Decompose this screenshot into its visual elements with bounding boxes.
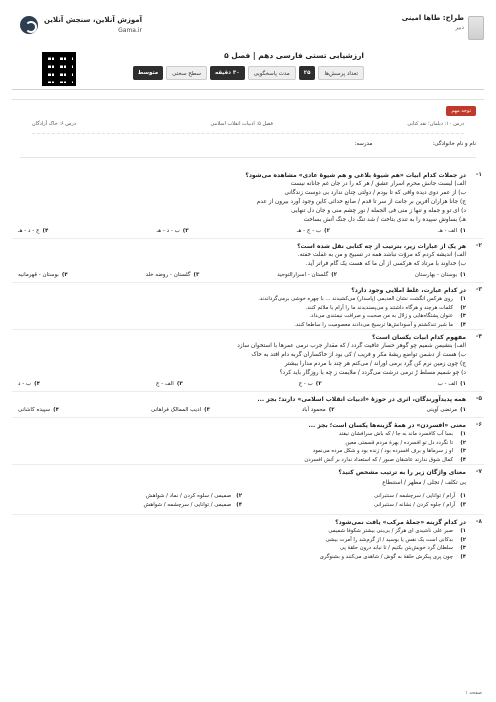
question-line: هـ) بساوش سپیده را به تندی بتاخت / شد تنگ دل جنگ آتش بساخت — [303, 217, 466, 223]
option-4[interactable]: ۴) چون پری پیکرش حلقهٔ به گوش / شاهدی می‌کنند و بشنوگری — [319, 553, 466, 560]
count-value: ۲۵ — [299, 66, 316, 80]
option-4[interactable]: ۴) ج - د - هـ — [18, 228, 49, 234]
option-1[interactable]: ۱) بوستان - بهارستان — [414, 272, 466, 278]
question-stem: در کدام گزینه «جملهٔ مرکب» یافت نمی‌شود؟ — [335, 519, 466, 526]
question-line: الف) لیست جانش محرم اسرار عشق / هر که را در جان غم جانانه نیست — [290, 181, 466, 187]
option-3[interactable]: ۳) الف - ج — [155, 381, 183, 387]
lesson-1: درس ۱۰: دیلمان؛ نقد کتابی — [407, 121, 464, 127]
option-3[interactable]: ۳) گلستان - روضه خلد — [145, 272, 200, 278]
questions-list — [12, 168, 484, 561]
time-label: مدت پاسخگویی — [248, 66, 296, 80]
question-number: ۶- — [475, 421, 482, 428]
option-1[interactable]: ۱) آرام / توانایی / سرچشمه / سنتبرانی — [374, 493, 466, 499]
qr-code-icon — [42, 52, 76, 86]
option-3[interactable]: ۳) او ز سرماها و برف افسرده بود / زنده بود و شکل مرده می‌نمود — [312, 448, 466, 454]
question-6 — [12, 418, 484, 465]
option-4[interactable]: ۴) ب - د — [18, 381, 40, 387]
question-line: ب) هست از دشمن تواضع ریشهٔ مکر و فریب / کی بود از خاکساران گربه دام افتد به خاک — [251, 352, 466, 358]
option-4[interactable]: ۴) کمال شوق ندارند عاشقان صبور / که استعداد ندارد بر آتش افسردن — [304, 456, 466, 463]
school-field-label: مدرسه: — [354, 141, 373, 147]
question-line: د) چو شمیم مسلط رُ نرمی درشت می‌گردد / ملایمت ز چه با روزگار باید کرد؟ — [279, 370, 466, 376]
option-2[interactable]: ۲) ب - ج — [298, 381, 322, 387]
brand-site: Gama.ir — [118, 27, 143, 34]
option-1[interactable]: ۱) الف - هـ — [438, 228, 466, 234]
designer-role: دبیر — [455, 25, 464, 31]
option-3[interactable]: ۳) سلطان گرد خویش‌بتن بکنیم / تا نیابد درون حلقهٔ پی — [339, 545, 466, 551]
question-stem: در جملات کدام ابیات «هم شیوهٔ بلاغی و هم شیوهٔ عادی» مشاهده می‌شود؟ — [245, 172, 466, 179]
option-3[interactable]: ۳) آرام / جلوه کردن / نشانه / سنتبرانی — [374, 502, 466, 508]
option-2[interactable]: ۲) بدکانی است یک نفس یا بوسید / از گرم‌شد را آمرت بیشی — [325, 536, 466, 543]
exam-page — [12, 8, 484, 698]
question-line: ب) از عمر دوی دیده وافی که تا بودم / دولتی چنان ندارد بی دوست زندگانی — [284, 190, 466, 196]
brand-block — [20, 16, 142, 34]
option-2[interactable]: ۲) گلستان - اسرارالتوحید — [277, 272, 338, 278]
question-1 — [12, 168, 484, 239]
question-number: ۸- — [475, 518, 482, 525]
designer-block — [402, 14, 464, 31]
option-1[interactable]: ۱) الف - ب — [437, 381, 466, 387]
question-8 — [12, 515, 484, 561]
lesson-2: فصل ۵: ادبیات انقلاب اسلامی — [210, 121, 273, 127]
question-3 — [12, 283, 484, 330]
option-1[interactable]: ۱) بسا آب کافسرد ماند به جا / که باش سرافشان نیفتد — [338, 431, 466, 437]
option-2[interactable]: ۲) تا نگردد دل تو افسرده / بهرهٔ مردم قسمتی معین — [345, 439, 466, 446]
question-2 — [12, 239, 484, 283]
notice-tag: توجه مهم — [446, 106, 476, 116]
option-2[interactable]: ۲) ب - ج - هـ — [296, 228, 330, 234]
lesson-3: درس ۶: خاک آزادگان — [32, 121, 76, 127]
question-stem: در کدام عبارت، غلط املایی وجود دارد؟ — [351, 287, 466, 294]
question-stem: هر یک از عبارات زیر، بترتیب از چه کتابی نقل شده است؟ — [297, 243, 466, 250]
option-3[interactable]: ۳) ب - د - هـ — [156, 228, 189, 234]
question-number: ۲- — [475, 242, 482, 249]
option-2[interactable]: ۲) کلمات هرچند و هرگاه داشتند و می‌پسندیدند ما را آرام یا ملائم کنند. — [305, 304, 466, 311]
student-fields — [20, 141, 476, 158]
option-1[interactable]: ۱) روی هرکس انگشت نشان العدیمی (پاسدار) می‌کشیدند ... با چهره خوشی برمی‌گرداندند. — [258, 296, 466, 302]
brand-logo-icon — [20, 16, 38, 34]
option-4[interactable]: ۴) صمیمی / توانایی / سرچشمه / شواهش — [143, 502, 242, 508]
question-line: ب) خداوند با مرتاد که هرکسی از آن ما که هست یک گام فراتر آید. — [305, 261, 466, 267]
option-3[interactable]: ۳) عنوان پشتگاه‌هایی و زلال به من صحبت و صرافت نیمتندی می‌داد. — [309, 313, 466, 319]
question-stem: همه پدیدآورندگان، اثری در حوزهٔ «ادبیات انقلاب اسلامی» دارند؛ بجز ... — [257, 396, 466, 403]
question-number: ۱- — [475, 171, 482, 178]
exam-header — [12, 8, 484, 90]
question-stem: مفهوم کدام ابیات یکسان است؟ — [372, 334, 466, 341]
question-number: ۵- — [475, 395, 482, 402]
level-label: سطح سختی — [166, 66, 207, 80]
exam-title: ارزشیابی تستی فارسی دهم | فصل ۵ — [224, 51, 364, 60]
option-2[interactable]: ۲) محمود آباد — [301, 407, 335, 413]
level-value: متوسط — [133, 66, 163, 80]
question-7 — [12, 465, 484, 515]
option-4[interactable]: ۴) ما شیر تندکشتم و آسودانش‌ها ترسیج می‌دادند معصومیت را ساطعا کنند. — [294, 321, 466, 328]
option-1[interactable]: ۱) مرتضی آوینی — [426, 407, 466, 413]
header-divider — [12, 90, 484, 100]
brand-title: آموزش آنلاین، سنجش آنلاین — [44, 16, 143, 24]
question-number: ۳- — [475, 286, 482, 293]
option-3[interactable]: ۳) ادیب الممالک فراهانی — [150, 407, 210, 413]
designer-name: طراح: طاها امینی — [401, 14, 464, 22]
question-5 — [12, 392, 484, 418]
exam-info-row — [133, 66, 364, 80]
lessons-line — [32, 121, 464, 134]
question-stem: معنای واژگان زیر را به ترتیب مشخص کنید؟ — [338, 469, 466, 476]
question-line: الف) اندیشه کردم که مروّت نباشد همه در تسبیح و من به غفلت خفته. — [297, 252, 466, 258]
question-line: د) ای تو و جمله و تنها ز منی فی الجمله / نور چشم منی و جان دل تنهایی — [291, 208, 466, 214]
question-stem: معنی «افسردن» در همهٔ گزینه‌ها یکسان است؛ بجز ... — [308, 422, 466, 429]
question-number: ۷- — [475, 468, 482, 475]
question-line: ج) جانا هزاران آفرین بر جانت از سر تا قدم / صانع خدائی کاین وجود آورد بیرون از عدم — [256, 199, 466, 205]
count-label: تعداد پرسش‌ها — [318, 66, 364, 80]
option-1[interactable]: ۱) صبر علی ناشیدی ای هرگز / بی‌بنی بیشتر شکوفا شمیمی — [328, 528, 466, 534]
question-4 — [12, 330, 484, 392]
question-number: ۴- — [475, 333, 482, 340]
name-field-label: نام و نام خانوادگی: — [432, 141, 476, 147]
page-number: صفحه ۱ — [465, 690, 482, 696]
time-value: ۳۰ دقیقه — [210, 66, 245, 80]
option-4[interactable]: ۴) سپیده کاشانی — [18, 407, 60, 413]
question-line: ج) چون زمین نرم کن گِرد برمی اوراند / می‌کنم هر چند با مردم مدارا بیشتر — [284, 361, 466, 367]
question-line: بی تکلف / تجلی / مظهر / استنطاع — [382, 480, 466, 486]
option-4[interactable]: ۴) بوستان - قهرمانیه — [18, 272, 68, 278]
question-line: الف) بنشیمن شمیم چو گوهر حسار عافیت گردد / که مقدار جرب نرمی عمرها با استخوان سازد — [237, 343, 466, 349]
option-2[interactable]: ۲) صمیمی / سلوه کردن / نماد / شواهش — [145, 493, 242, 499]
designer-avatar — [468, 16, 484, 40]
